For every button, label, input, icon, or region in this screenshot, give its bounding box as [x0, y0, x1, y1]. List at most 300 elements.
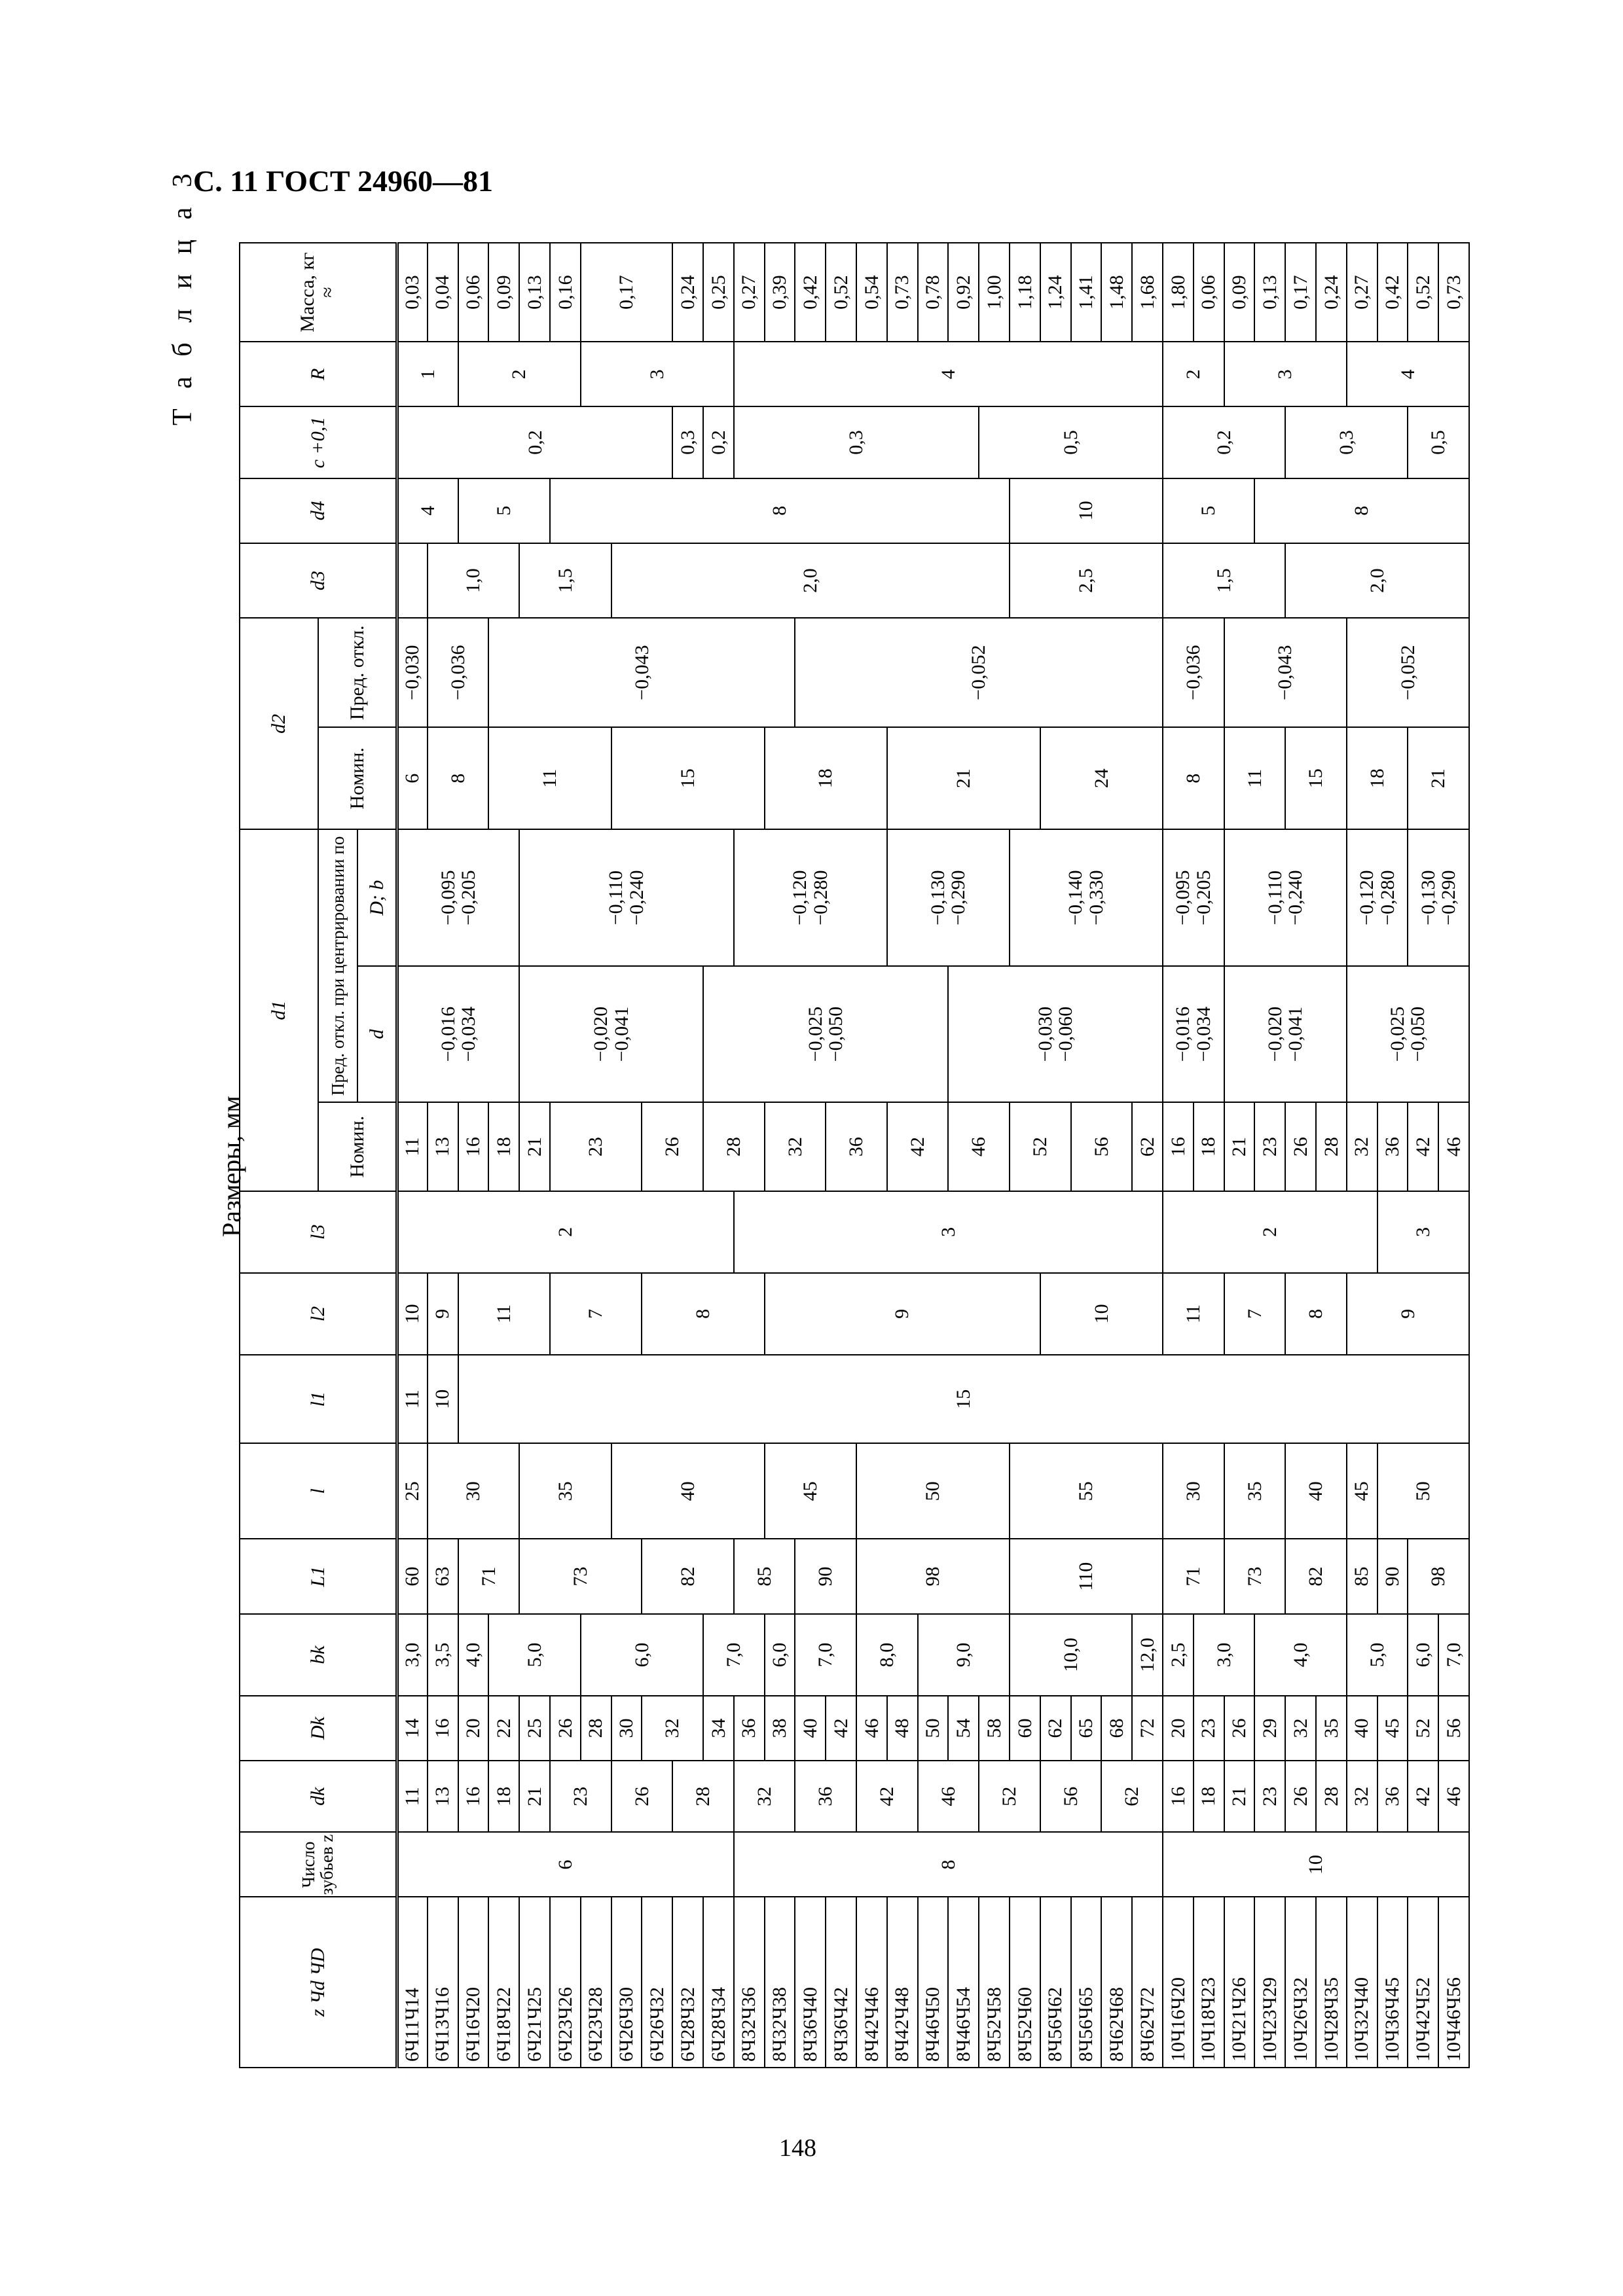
- col-l: l: [240, 1443, 397, 1539]
- cell-d2-nomin: 15: [1285, 727, 1347, 829]
- col-l2: l2: [240, 1273, 397, 1355]
- cell-d2-dev: −0,036: [428, 618, 489, 727]
- cell-d2-dev: −0,030: [397, 618, 428, 727]
- cell-l2: 11: [458, 1273, 550, 1355]
- cell-Dk: 40: [795, 1696, 826, 1761]
- cell-d1-dev-d: −0,016 −0,034: [1163, 966, 1224, 1102]
- col-c: c +0,1: [240, 406, 397, 478]
- cell-Dk: 36: [734, 1696, 765, 1761]
- cell-designation: 6Ч11Ч14: [397, 1897, 428, 2068]
- cell-d4: 10: [1010, 478, 1163, 543]
- cell-d1-dev-d: −0,030 −0,060: [948, 966, 1163, 1102]
- cell-d1-nomin: 26: [1285, 1102, 1316, 1191]
- cell-dk: 46: [1438, 1761, 1469, 1832]
- cell-dk: 42: [856, 1761, 918, 1832]
- cell-dk: 16: [1163, 1761, 1194, 1832]
- col-designation: z Чd ЧD: [240, 1897, 397, 2068]
- cell-Dk: 46: [856, 1696, 887, 1761]
- cell-d1-dev-Db: −0,120 −0,280: [1347, 829, 1408, 965]
- cell-mass: 0,17: [1285, 243, 1316, 342]
- cell-d3: 1,0: [428, 543, 519, 619]
- cell-d2-dev: −0,043: [1224, 618, 1347, 727]
- col-l3: l3: [240, 1191, 397, 1273]
- cell-l: 50: [856, 1443, 1010, 1539]
- cell-Dk: 14: [397, 1696, 428, 1761]
- cell-designation: 6Ч26Ч32: [642, 1897, 672, 2068]
- table-row: [1254, 243, 1285, 2068]
- cell-dk: 23: [550, 1761, 611, 1832]
- cell-bk: 7,0: [1438, 1614, 1469, 1696]
- cell-mass: 0,27: [734, 243, 765, 342]
- cell-R: 1: [397, 342, 458, 406]
- cell-l: 30: [428, 1443, 519, 1539]
- cell-mass: 0,24: [672, 243, 703, 342]
- cell-Dk: 42: [826, 1696, 856, 1761]
- cell-bk: 9,0: [918, 1614, 1010, 1696]
- cell-l: 50: [1377, 1443, 1470, 1539]
- cell-designation: 8Ч42Ч46: [856, 1897, 887, 2068]
- col-d1-dev: Пред. откл. при центрировании по: [318, 829, 357, 1102]
- cell-mass: 1,41: [1071, 243, 1102, 342]
- cell-d1-nomin: 52: [1010, 1102, 1071, 1191]
- cell-c: 0,5: [1408, 406, 1469, 478]
- cell-mass: 1,24: [1040, 243, 1071, 342]
- cell-L1: 85: [734, 1539, 795, 1614]
- col-Dk: Dk: [240, 1696, 397, 1761]
- cell-mass: 1,48: [1101, 243, 1132, 342]
- cell-d1-dev-Db: −0,130 −0,290: [887, 829, 1010, 965]
- col-l1: l1: [240, 1355, 397, 1443]
- cell-dk: 56: [1040, 1761, 1102, 1832]
- cell-bk: 5,0: [1347, 1614, 1408, 1696]
- cell-d1-nomin: 42: [887, 1102, 949, 1191]
- cell-Dk: 32: [1285, 1696, 1316, 1761]
- cell-l2: 7: [1224, 1273, 1286, 1355]
- cell-designation: 10Ч26Ч32: [1285, 1897, 1316, 2068]
- cell-Dk: 72: [1132, 1696, 1163, 1761]
- cell-dk: 11: [397, 1761, 428, 1832]
- cell-l3: 2: [397, 1191, 734, 1273]
- cell-L1: 110: [1010, 1539, 1163, 1614]
- cell-dk: 28: [1316, 1761, 1347, 1832]
- cell-dk: 52: [979, 1761, 1040, 1832]
- cell-d1-nomin: 32: [1347, 1102, 1377, 1191]
- cell-d4: 8: [550, 478, 1010, 543]
- cell-designation: 10Ч18Ч23: [1194, 1897, 1224, 2068]
- cell-dk: 28: [672, 1761, 734, 1832]
- cell-bk: 3,5: [428, 1614, 458, 1696]
- cell-mass: 0,73: [887, 243, 918, 342]
- cell-designation: 8Ч52Ч60: [1010, 1897, 1040, 2068]
- cell-d3: 1,5: [1163, 543, 1285, 619]
- cell-mass: 0,52: [826, 243, 856, 342]
- cell-designation: 10Ч16Ч20: [1163, 1897, 1194, 2068]
- cell-teeth: 8: [734, 1832, 1163, 1897]
- table-title: Т а б л и ц а 3: [168, 167, 198, 425]
- cell-d1-dev-Db: −0,110 −0,240: [519, 829, 734, 965]
- cell-Dk: 25: [519, 1696, 550, 1761]
- cell-teeth: 10: [1163, 1832, 1469, 1897]
- cell-bk: 4,0: [458, 1614, 489, 1696]
- cell-L1: 63: [428, 1539, 458, 1614]
- cell-d2-dev: −0,036: [1163, 618, 1224, 727]
- cell-mass: 1,18: [1010, 243, 1040, 342]
- cell-l1: 15: [458, 1355, 1469, 1443]
- cell-mass: 0,16: [550, 243, 581, 342]
- cell-designation: 10Ч23Ч29: [1254, 1897, 1285, 2068]
- cell-mass: 1,68: [1132, 243, 1163, 342]
- cell-L1: 82: [642, 1539, 733, 1614]
- cell-l: 55: [1010, 1443, 1163, 1539]
- col-mass: Масса, кг ≈: [240, 243, 397, 342]
- cell-Dk: 52: [1408, 1696, 1438, 1761]
- cell-Dk: 28: [581, 1696, 611, 1761]
- cell-mass: 0,06: [458, 243, 489, 342]
- cell-c: 0,2: [397, 406, 672, 478]
- cell-designation: 6Ч23Ч26: [550, 1897, 581, 2068]
- cell-mass: 0,06: [1194, 243, 1224, 342]
- cell-dk: 32: [734, 1761, 795, 1832]
- cell-Dk: 68: [1101, 1696, 1132, 1761]
- spline-dimensions-table: [239, 242, 1470, 2068]
- cell-L1: 98: [1408, 1539, 1469, 1614]
- col-d3: d3: [240, 543, 397, 619]
- cell-l2: 10: [397, 1273, 428, 1355]
- cell-d1-nomin: 16: [458, 1102, 489, 1191]
- cell-d2-nomin: 18: [1347, 727, 1408, 829]
- cell-l: 40: [1285, 1443, 1347, 1539]
- col-teeth: Число зубьев z: [240, 1832, 397, 1897]
- cell-dk: 21: [1224, 1761, 1255, 1832]
- cell-Dk: 32: [642, 1696, 703, 1761]
- cell-mass: 0,42: [1377, 243, 1408, 342]
- cell-designation: 6Ч28Ч34: [703, 1897, 734, 2068]
- cell-d1-nomin: 28: [703, 1102, 765, 1191]
- cell-dk: 26: [611, 1761, 673, 1832]
- cell-designation: 8Ч52Ч58: [979, 1897, 1010, 2068]
- cell-Dk: 48: [887, 1696, 918, 1761]
- cell-d1-nomin: 28: [1316, 1102, 1347, 1191]
- cell-L1: 71: [1163, 1539, 1224, 1614]
- cell-d1-dev-Db: −0,140 −0,330: [1010, 829, 1163, 965]
- cell-teeth: 6: [397, 1832, 734, 1897]
- cell-bk: 5,0: [488, 1614, 580, 1696]
- cell-l3: 3: [734, 1191, 1163, 1273]
- cell-dk: 26: [1285, 1761, 1316, 1832]
- cell-d1-dev-Db: −0,130 −0,290: [1408, 829, 1469, 965]
- cell-dk: 46: [918, 1761, 979, 1832]
- cell-d1-nomin: 36: [1377, 1102, 1408, 1191]
- cell-d1-dev-Db: −0,110 −0,240: [1224, 829, 1347, 965]
- cell-l: 35: [519, 1443, 611, 1539]
- cell-c: 0,3: [734, 406, 979, 478]
- cell-d1-dev-d: −0,016 −0,034: [397, 966, 519, 1102]
- cell-designation: 10Ч21Ч26: [1224, 1897, 1255, 2068]
- cell-d1-nomin: 46: [1438, 1102, 1469, 1191]
- cell-dk: 36: [795, 1761, 856, 1832]
- cell-R: 4: [734, 342, 1163, 406]
- cell-Dk: 35: [1316, 1696, 1347, 1761]
- cell-R: 3: [1224, 342, 1347, 406]
- cell-d1-dev-d: −0,025 −0,050: [1347, 966, 1469, 1102]
- cell-designation: 6Ч16Ч20: [458, 1897, 489, 2068]
- cell-d2-nomin: 21: [887, 727, 1040, 829]
- cell-designation: 8Ч32Ч36: [734, 1897, 765, 2068]
- cell-d1-nomin: 26: [642, 1102, 703, 1191]
- cell-L1: 73: [519, 1539, 642, 1614]
- cell-c: 0,2: [703, 406, 734, 478]
- rotated-table-frame: [239, 242, 1470, 2068]
- cell-dk: 21: [519, 1761, 550, 1832]
- cell-d4: 5: [1163, 478, 1254, 543]
- cell-dk: 32: [1347, 1761, 1377, 1832]
- cell-d1-nomin: 46: [948, 1102, 1010, 1191]
- cell-d4: 5: [458, 478, 550, 543]
- cell-designation: 8Ч62Ч72: [1132, 1897, 1163, 2068]
- cell-L1: 73: [1224, 1539, 1286, 1614]
- cell-d1-nomin: 23: [550, 1102, 642, 1191]
- col-d1-dev-d: d: [357, 966, 397, 1102]
- cell-bk: 7,0: [795, 1614, 856, 1696]
- cell-L1: 98: [856, 1539, 1010, 1614]
- cell-designation: 8Ч32Ч38: [765, 1897, 795, 2068]
- cell-designation: 8Ч36Ч40: [795, 1897, 826, 2068]
- cell-d1-nomin: 42: [1408, 1102, 1438, 1191]
- col-d1-nomin: Номин.: [318, 1102, 397, 1191]
- cell-c: 0,5: [979, 406, 1163, 478]
- cell-d1-nomin: 13: [428, 1102, 458, 1191]
- cell-dk: 18: [1194, 1761, 1224, 1832]
- cell-d4: 8: [1254, 478, 1469, 543]
- cell-d2-nomin: 21: [1408, 727, 1469, 829]
- cell-d4: 4: [397, 478, 458, 543]
- cell-dk: 42: [1408, 1761, 1438, 1832]
- col-d2: d2: [240, 618, 318, 829]
- cell-l1: 10: [428, 1355, 458, 1443]
- cell-mass: 1,00: [979, 243, 1010, 342]
- col-d2-nomin: Номин.: [318, 727, 397, 829]
- col-bk: bk: [240, 1614, 397, 1696]
- cell-d2-nomin: 6: [397, 727, 428, 829]
- cell-Dk: 50: [918, 1696, 949, 1761]
- cell-Dk: 62: [1040, 1696, 1071, 1761]
- cell-mass: 0,78: [918, 243, 949, 342]
- cell-designation: 10Ч42Ч52: [1408, 1897, 1438, 2068]
- cell-designation: 6Ч13Ч16: [428, 1897, 458, 2068]
- cell-mass: 0,03: [397, 243, 428, 342]
- cell-c: 0,2: [1163, 406, 1285, 478]
- cell-l2: 9: [765, 1273, 1040, 1355]
- cell-d3: 2,0: [611, 543, 1010, 619]
- cell-d2-nomin: 11: [1224, 727, 1286, 829]
- cell-mass: 0,17: [581, 243, 672, 342]
- table-row: [550, 243, 581, 2068]
- cell-Dk: 58: [979, 1696, 1010, 1761]
- cell-Dk: 60: [1010, 1696, 1040, 1761]
- cell-bk: 6,0: [581, 1614, 703, 1696]
- cell-Dk: 30: [611, 1696, 642, 1761]
- cell-designation: 8Ч42Ч48: [887, 1897, 918, 2068]
- cell-dk: 62: [1101, 1761, 1163, 1832]
- cell-designation: 8Ч56Ч62: [1040, 1897, 1071, 2068]
- col-d2-dev: Пред. откл.: [318, 618, 397, 727]
- cell-mass: 0,54: [856, 243, 887, 342]
- cell-dk: 13: [428, 1761, 458, 1832]
- cell-Dk: 34: [703, 1696, 734, 1761]
- cell-Dk: 20: [1163, 1696, 1194, 1761]
- cell-d3: 2,0: [1285, 543, 1469, 619]
- col-L1: L1: [240, 1539, 397, 1614]
- cell-d1-nomin: 56: [1071, 1102, 1133, 1191]
- cell-d2-dev: −0,052: [795, 618, 1163, 727]
- cell-l2: 8: [642, 1273, 764, 1355]
- cell-d1-nomin: 18: [488, 1102, 519, 1191]
- cell-l: 35: [1224, 1443, 1286, 1539]
- cell-designation: 6Ч28Ч32: [672, 1897, 703, 2068]
- cell-mass: 0,13: [1254, 243, 1285, 342]
- cell-R: 2: [1163, 342, 1224, 406]
- cell-d1-nomin: 16: [1163, 1102, 1194, 1191]
- cell-d1-nomin: 21: [1224, 1102, 1255, 1191]
- cell-mass: 0,42: [795, 243, 826, 342]
- cell-d1-nomin: 32: [765, 1102, 826, 1191]
- cell-L1: 90: [795, 1539, 856, 1614]
- cell-bk: 3,0: [397, 1614, 428, 1696]
- cell-l1: 11: [397, 1355, 428, 1443]
- cell-Dk: 54: [948, 1696, 979, 1761]
- cell-d1-nomin: 11: [397, 1102, 428, 1191]
- cell-l2: 10: [1040, 1273, 1163, 1355]
- cell-mass: 0,04: [428, 243, 458, 342]
- cell-l3: 3: [1377, 1191, 1470, 1273]
- cell-d2-nomin: 24: [1040, 727, 1163, 829]
- col-R: R: [240, 342, 397, 406]
- cell-R: 3: [581, 342, 734, 406]
- cell-d2-nomin: 15: [611, 727, 765, 829]
- cell-dk: 16: [458, 1761, 489, 1832]
- cell-d2-dev: −0,052: [1347, 618, 1469, 727]
- cell-d3: 2,5: [1010, 543, 1163, 619]
- cell-l2: 8: [1285, 1273, 1347, 1355]
- cell-L1: 90: [1377, 1539, 1408, 1614]
- col-dk: dk: [240, 1761, 397, 1832]
- cell-bk: 10,0: [1010, 1614, 1132, 1696]
- cell-mass: 0,39: [765, 243, 795, 342]
- cell-d2-nomin: 8: [1163, 727, 1224, 829]
- cell-Dk: 38: [765, 1696, 795, 1761]
- cell-designation: 10Ч32Ч40: [1347, 1897, 1377, 2068]
- cell-designation: 8Ч62Ч68: [1101, 1897, 1132, 2068]
- cell-designation: 10Ч36Ч45: [1377, 1897, 1408, 2068]
- cell-Dk: 29: [1254, 1696, 1285, 1761]
- cell-d1-nomin: 21: [519, 1102, 550, 1191]
- cell-l2: 11: [1163, 1273, 1224, 1355]
- cell-designation: 6Ч23Ч28: [581, 1897, 611, 2068]
- cell-mass: 0,92: [948, 243, 979, 342]
- cell-designation: 10Ч28Ч35: [1316, 1897, 1347, 2068]
- cell-designation: 8Ч56Ч65: [1071, 1897, 1102, 2068]
- cell-l2: 9: [428, 1273, 458, 1355]
- table-row: [1163, 243, 1194, 2068]
- cell-mass: 1,80: [1163, 243, 1194, 342]
- cell-mass: 0,24: [1316, 243, 1347, 342]
- cell-designation: 6Ч26Ч30: [611, 1897, 642, 2068]
- cell-bk: 8,0: [856, 1614, 918, 1696]
- cell-mass: 0,73: [1438, 243, 1469, 342]
- cell-designation: 10Ч46Ч56: [1438, 1897, 1469, 2068]
- cell-d2-dev: −0,043: [488, 618, 795, 727]
- cell-d1-dev-d: −0,025 −0,050: [703, 966, 948, 1102]
- cell-designation: 8Ч46Ч54: [948, 1897, 979, 2068]
- cell-Dk: 40: [1347, 1696, 1377, 1761]
- cell-l: 40: [611, 1443, 765, 1539]
- cell-l: 30: [1163, 1443, 1224, 1539]
- cell-designation: 6Ч18Ч22: [488, 1897, 519, 2068]
- cell-bk: 3,0: [1194, 1614, 1255, 1696]
- cell-d2-nomin: 11: [488, 727, 611, 829]
- cell-Dk: 16: [428, 1696, 458, 1761]
- cell-dk: 36: [1377, 1761, 1408, 1832]
- cell-dk: 18: [488, 1761, 519, 1832]
- cell-l2: 7: [550, 1273, 642, 1355]
- cell-Dk: 65: [1071, 1696, 1102, 1761]
- cell-d1-dev-Db: −0,095 −0,205: [1163, 829, 1224, 965]
- cell-c: 0,3: [672, 406, 703, 478]
- page-header: С. 11 ГОСТ 24960—81: [193, 164, 494, 198]
- cell-d1-dev-d: −0,020 −0,041: [519, 966, 703, 1102]
- cell-L1: 60: [397, 1539, 428, 1614]
- cell-d2-nomin: 18: [765, 727, 887, 829]
- cell-Dk: 22: [488, 1696, 519, 1761]
- cell-designation: 8Ч46Ч50: [918, 1897, 949, 2068]
- cell-l: 25: [397, 1443, 428, 1539]
- cell-bk: 12,0: [1132, 1614, 1163, 1696]
- cell-d1-nomin: 36: [826, 1102, 887, 1191]
- cell-R: 2: [458, 342, 581, 406]
- col-d1-dev-Db: D; b: [357, 829, 397, 965]
- cell-mass: 0,27: [1347, 243, 1377, 342]
- cell-d2-nomin: 8: [428, 727, 489, 829]
- cell-l3: 2: [1163, 1191, 1377, 1273]
- col-d4: d4: [240, 478, 397, 543]
- cell-L1: 71: [458, 1539, 520, 1614]
- cell-bk: 4,0: [1254, 1614, 1346, 1696]
- cell-d1-nomin: 23: [1254, 1102, 1285, 1191]
- page-number: 148: [779, 2134, 816, 2162]
- cell-mass: 0,25: [703, 243, 734, 342]
- cell-d1-nomin: 18: [1194, 1102, 1224, 1191]
- cell-bk: 7,0: [703, 1614, 765, 1696]
- cell-Dk: 20: [458, 1696, 489, 1761]
- cell-mass: 0,13: [519, 243, 550, 342]
- cell-Dk: 45: [1377, 1696, 1408, 1761]
- cell-bk: 6,0: [765, 1614, 795, 1696]
- cell-l: 45: [1347, 1443, 1377, 1539]
- cell-mass: 0,52: [1408, 243, 1438, 342]
- cell-dk: 23: [1254, 1761, 1285, 1832]
- cell-l2: 9: [1347, 1273, 1469, 1355]
- cell-d1-dev-d: −0,020 −0,041: [1224, 966, 1347, 1102]
- cell-L1: 82: [1285, 1539, 1347, 1614]
- cell-Dk: 26: [1224, 1696, 1255, 1761]
- cell-mass: 0,09: [488, 243, 519, 342]
- cell-c: 0,3: [1285, 406, 1408, 478]
- cell-Dk: 23: [1194, 1696, 1224, 1761]
- cell-d3: [397, 543, 428, 619]
- cell-designation: 8Ч36Ч42: [826, 1897, 856, 2068]
- cell-bk: 6,0: [1408, 1614, 1438, 1696]
- cell-d3: 1,5: [519, 543, 611, 619]
